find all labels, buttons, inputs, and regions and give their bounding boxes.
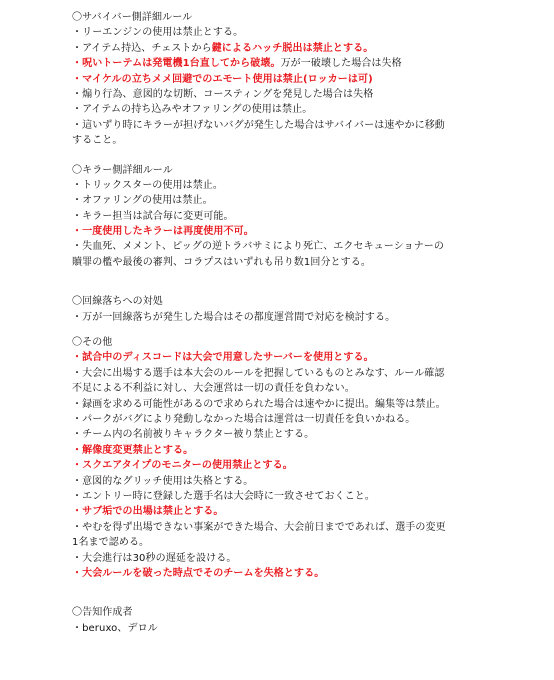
author-section xyxy=(72,605,542,636)
rule-line xyxy=(72,443,542,458)
rule-text-highlighted: ・一度使用したキラーは再度使用不可。 xyxy=(72,226,254,238)
rule-line xyxy=(72,72,542,87)
rule-text-highlighted: ・解像度変更禁止とする。 xyxy=(72,444,194,456)
rule-line xyxy=(72,310,542,325)
rule-text-highlighted: ・サブ垢での出場は禁止とする。 xyxy=(72,506,224,518)
rule-line xyxy=(72,224,542,239)
rule-line xyxy=(72,102,542,117)
other-rules-heading: 〇その他 xyxy=(72,337,113,349)
rule-text-highlighted: 鍵によるハッチ脱出は禁止とする。 xyxy=(211,42,374,54)
disconnect-heading: 〇回線落ちへの対処 xyxy=(72,296,163,308)
rule-line xyxy=(72,25,542,40)
other-rules-section xyxy=(72,335,542,581)
rule-text: ・パークがバグにより発動しなかった場合は運営は一切責任を負いかねる。 xyxy=(72,413,416,425)
disconnect-list xyxy=(72,310,542,325)
rule-text-highlighted: ・スクエアタイプのモニターの使用禁止とする。 xyxy=(72,460,293,472)
rule-text-highlighted: ・マイケルの立ちメメ回避でのエモート使用は禁止(ロッカーは可) xyxy=(72,73,373,85)
other-rules-list xyxy=(72,350,542,581)
rule-text: ・リーエンジンの使用は禁止とする。 xyxy=(72,27,244,39)
killer-rules-heading: 〇キラー側詳細ルール xyxy=(72,164,173,176)
rule-text: ・beruxo、デロル xyxy=(72,622,158,634)
rule-text: ・トリックスターの使用は禁止。 xyxy=(72,179,223,191)
rule-text: ・万が一回線落ちが発生した場合はその都度運営間で対応を検討する。 xyxy=(72,311,396,323)
rule-text: 1名まで認める。 xyxy=(72,537,150,549)
rule-line xyxy=(72,255,542,270)
killer-rules-section xyxy=(72,163,542,271)
rule-line xyxy=(72,412,542,427)
rule-line xyxy=(72,41,542,56)
rule-text: ・録画を求める可能性があるので求められた場合は速やかに提出。編集等は禁止。 xyxy=(72,398,446,410)
rule-line xyxy=(72,350,542,365)
rule-line xyxy=(72,458,542,473)
rule-text: ・チーム内の名前被りキャラクター被り禁止とする。 xyxy=(72,429,315,441)
rule-text: ・やむを得ず出場できない事案ができた場合、大会前日までであれば、選手の変更 xyxy=(72,521,446,533)
rule-text-highlighted: ・呪いトーテムは発電機1台直してから破壊。 xyxy=(72,58,281,70)
rule-text-highlighted: ・試合中のディスコードは大会で用意したサーバーを使用とする。 xyxy=(72,352,374,364)
rule-text: 不足による不利益に対し、大会運営は一切の責任を負わない。 xyxy=(72,383,355,395)
survivor-rules-list xyxy=(72,25,542,148)
rule-text: 万が一破壊した場合は失格 xyxy=(280,58,402,70)
rule-text: ・アイテム持込、チェストから xyxy=(72,42,212,54)
rule-text: 贖罪の檻や最後の審判、コラプスはいずれも吊り数1回分とする。 xyxy=(72,256,371,268)
rule-line xyxy=(72,209,542,224)
author-list xyxy=(72,621,542,636)
rule-text: ・オファリングの使用は禁止。 xyxy=(72,195,213,207)
disconnect-section xyxy=(72,294,542,325)
rule-text: すること。 xyxy=(72,135,123,147)
rule-line xyxy=(72,504,542,519)
rule-text: ・アイテムの持ち込みやオファリングの使用は禁止。 xyxy=(72,104,313,116)
rule-text: ・這いずり時にキラーが担げないバグが発生した場合はサバイバーは速やかに移動 xyxy=(72,119,445,131)
rule-line xyxy=(72,239,542,254)
rule-line xyxy=(72,551,542,566)
rule-line xyxy=(72,87,542,102)
rule-text: ・煽り行為、意図的な切断、コースティングを発見した場合は失格 xyxy=(72,88,374,100)
rule-line xyxy=(72,381,542,396)
rule-line xyxy=(72,566,542,581)
rule-line xyxy=(72,366,542,381)
rule-text: ・意図的なグリッチ使用は失格とする。 xyxy=(72,475,254,487)
rule-line xyxy=(72,178,542,193)
rule-text: ・エントリー時に登録した選手名は大会時に一致させておくこと。 xyxy=(72,490,375,502)
survivor-rules-section xyxy=(72,10,542,149)
rules-document xyxy=(72,10,542,636)
rule-line xyxy=(72,56,542,71)
author-heading: 〇告知作成者 xyxy=(72,607,133,619)
rule-line xyxy=(72,118,542,133)
rule-line xyxy=(72,520,542,535)
survivor-rules-heading: 〇サバイバー側詳細ルール xyxy=(72,12,193,23)
rule-line xyxy=(72,489,542,504)
rule-line xyxy=(72,535,542,550)
rule-line xyxy=(72,427,542,442)
rule-text: ・失血死、メメント、ピッグの逆トラバサミにより死亡、エクセキューショナーの xyxy=(72,241,444,253)
rule-text: ・大会に出場する選手は本大会のルールを把握しているものとみなす、ルール確認 xyxy=(72,367,445,379)
killer-rules-list xyxy=(72,178,542,270)
rule-text: ・大会進行は30秒の遅延を設ける。 xyxy=(72,552,237,564)
rule-line xyxy=(72,133,542,148)
rule-text: ・キラー担当は試合毎に変更可能。 xyxy=(72,210,234,222)
rule-line xyxy=(72,193,542,208)
rule-line xyxy=(72,621,542,636)
rule-line xyxy=(72,397,542,412)
rule-text-highlighted: ・大会ルールを破った時点でそのチームを失格とする。 xyxy=(72,567,325,579)
rule-line xyxy=(72,474,542,489)
